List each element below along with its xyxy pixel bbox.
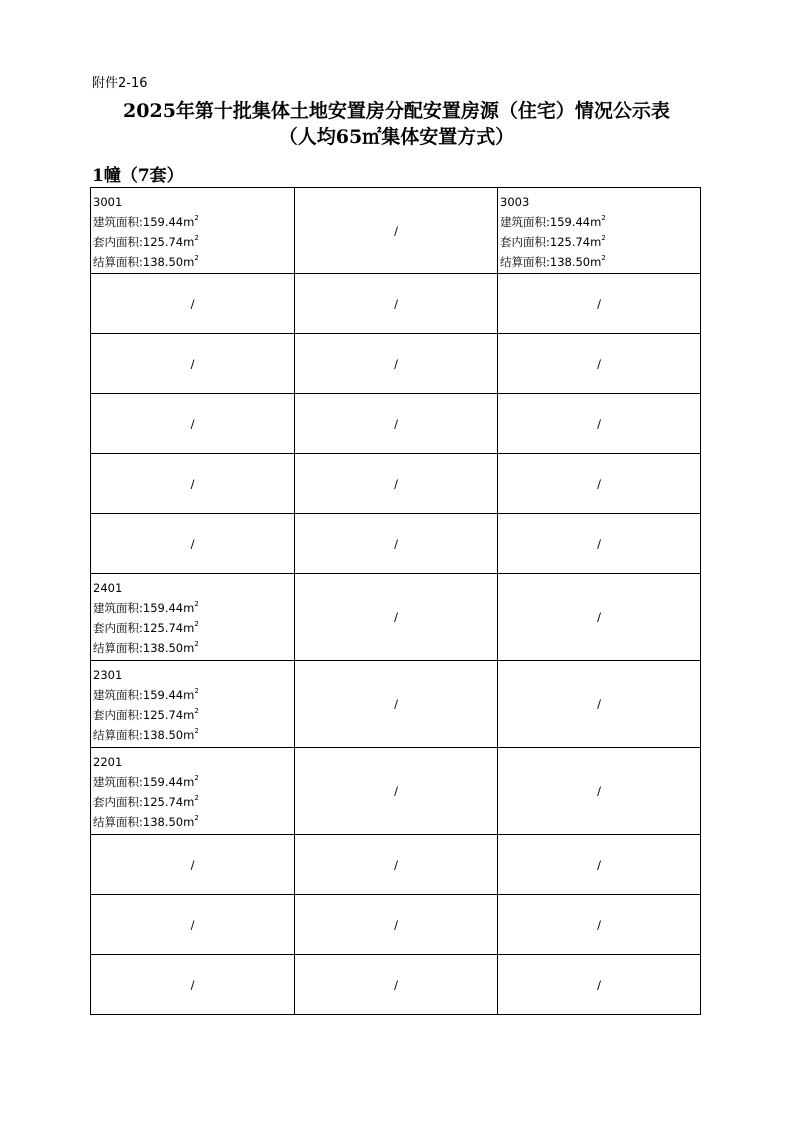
empty-cell: / xyxy=(498,574,701,661)
empty-cell: / xyxy=(295,895,498,955)
area-line xyxy=(93,212,294,232)
area-line xyxy=(500,232,700,252)
area-text: 套内面积:125.74 xyxy=(500,235,591,249)
area-unit-exponent: 2 xyxy=(194,774,199,782)
area-unit-exponent: 2 xyxy=(194,814,199,822)
area-line xyxy=(93,638,294,658)
area-text: 结算面积:138.50 xyxy=(93,641,184,655)
area-unit: m xyxy=(590,215,602,229)
empty-cell: / xyxy=(295,835,498,895)
area-unit-exponent: 2 xyxy=(194,727,199,735)
empty-cell: / xyxy=(295,274,498,334)
table-row xyxy=(91,574,701,661)
area-unit-exponent: 2 xyxy=(194,707,199,715)
empty-cell: / xyxy=(91,835,295,895)
empty-cell: / xyxy=(295,394,498,454)
area-unit: m xyxy=(183,688,195,702)
area-unit-exponent: 2 xyxy=(601,214,606,222)
empty-cell: / xyxy=(498,514,701,574)
area-text: 建筑面积:159.44 xyxy=(93,601,184,615)
empty-cell: / xyxy=(498,454,701,514)
empty-cell: / xyxy=(295,955,498,1015)
empty-cell: / xyxy=(91,955,295,1015)
unit-number: 3001 xyxy=(93,195,123,209)
empty-cell: / xyxy=(295,454,498,514)
building-label: 1幢（7套） xyxy=(92,166,184,186)
area-line xyxy=(93,705,294,725)
area-unit: m xyxy=(183,815,195,829)
area-unit: m xyxy=(183,601,195,615)
empty-cell: / xyxy=(91,454,295,514)
area-unit-exponent: 2 xyxy=(194,640,199,648)
empty-cell: / xyxy=(498,394,701,454)
unit-number: 2401 xyxy=(93,581,123,595)
area-unit: m xyxy=(183,641,195,655)
attachment-label: 附件2-16 xyxy=(92,76,148,91)
area-line xyxy=(93,812,294,832)
area-unit: m xyxy=(183,235,195,249)
table-row xyxy=(91,895,701,955)
area-unit: m xyxy=(183,775,195,789)
empty-cell: / xyxy=(91,514,295,574)
area-unit: m xyxy=(183,621,195,635)
area-text: 结算面积:138.50 xyxy=(93,728,184,742)
area-unit-exponent: 2 xyxy=(601,254,606,262)
table-row xyxy=(91,454,701,514)
table-row xyxy=(91,955,701,1015)
unit-number: 2201 xyxy=(93,755,123,769)
area-text: 结算面积:138.50 xyxy=(93,815,184,829)
area-unit: m xyxy=(590,255,602,269)
empty-cell: / xyxy=(498,955,701,1015)
empty-cell: / xyxy=(295,748,498,835)
empty-cell: / xyxy=(498,334,701,394)
table-row xyxy=(91,748,701,835)
empty-cell: / xyxy=(295,661,498,748)
unit-cell xyxy=(91,574,295,661)
area-unit: m xyxy=(183,728,195,742)
area-line xyxy=(93,685,294,705)
area-unit: m xyxy=(183,708,195,722)
area-line xyxy=(93,725,294,745)
area-line xyxy=(93,772,294,792)
area-line xyxy=(93,232,294,252)
empty-cell: / xyxy=(498,661,701,748)
unit-cell xyxy=(91,661,295,748)
empty-cell: / xyxy=(295,574,498,661)
unit-number: 2301 xyxy=(93,668,123,682)
empty-cell: / xyxy=(295,188,498,274)
area-unit: m xyxy=(183,795,195,809)
housing-table xyxy=(90,187,701,1015)
area-unit-exponent: 2 xyxy=(601,234,606,242)
empty-cell: / xyxy=(295,334,498,394)
area-unit: m xyxy=(590,235,602,249)
table-row xyxy=(91,514,701,574)
empty-cell: / xyxy=(498,895,701,955)
area-unit-exponent: 2 xyxy=(194,794,199,802)
area-line xyxy=(500,212,700,232)
area-unit-exponent: 2 xyxy=(194,234,199,242)
table-row xyxy=(91,394,701,454)
area-unit-exponent: 2 xyxy=(194,687,199,695)
empty-cell: / xyxy=(91,895,295,955)
unit-cell xyxy=(498,188,701,274)
area-text: 建筑面积:159.44 xyxy=(93,688,184,702)
area-line xyxy=(93,618,294,638)
empty-cell: / xyxy=(498,748,701,835)
area-line xyxy=(93,792,294,812)
empty-cell: / xyxy=(498,835,701,895)
area-unit-exponent: 2 xyxy=(194,254,199,262)
empty-cell: / xyxy=(91,274,295,334)
table-row xyxy=(91,188,701,274)
unit-cell xyxy=(91,188,295,274)
empty-cell: / xyxy=(91,394,295,454)
area-text: 建筑面积:159.44 xyxy=(93,775,184,789)
empty-cell: / xyxy=(498,274,701,334)
area-text: 建筑面积:159.44 xyxy=(500,215,591,229)
area-unit: m xyxy=(183,255,195,269)
area-line xyxy=(500,252,700,272)
empty-cell: / xyxy=(91,334,295,394)
area-text: 套内面积:125.74 xyxy=(93,795,184,809)
table-row xyxy=(91,334,701,394)
area-text: 套内面积:125.74 xyxy=(93,708,184,722)
area-text: 套内面积:125.74 xyxy=(93,621,184,635)
area-unit-exponent: 2 xyxy=(194,620,199,628)
area-unit: m xyxy=(183,215,195,229)
page-subtitle: （人均65㎡集体安置方式） xyxy=(278,126,515,148)
unit-cell xyxy=(91,748,295,835)
area-unit-exponent: 2 xyxy=(194,600,199,608)
table-row xyxy=(91,661,701,748)
empty-cell: / xyxy=(295,514,498,574)
area-text: 结算面积:138.50 xyxy=(93,255,184,269)
unit-number: 3003 xyxy=(500,195,530,209)
area-text: 建筑面积:159.44 xyxy=(93,215,184,229)
table-row xyxy=(91,274,701,334)
area-line xyxy=(93,598,294,618)
page-title: 2025年第十批集体土地安置房分配安置房源（住宅）情况公示表 xyxy=(123,100,670,122)
table-row xyxy=(91,835,701,895)
area-text: 套内面积:125.74 xyxy=(93,235,184,249)
area-text: 结算面积:138.50 xyxy=(500,255,591,269)
area-line xyxy=(93,252,294,272)
area-unit-exponent: 2 xyxy=(194,214,199,222)
